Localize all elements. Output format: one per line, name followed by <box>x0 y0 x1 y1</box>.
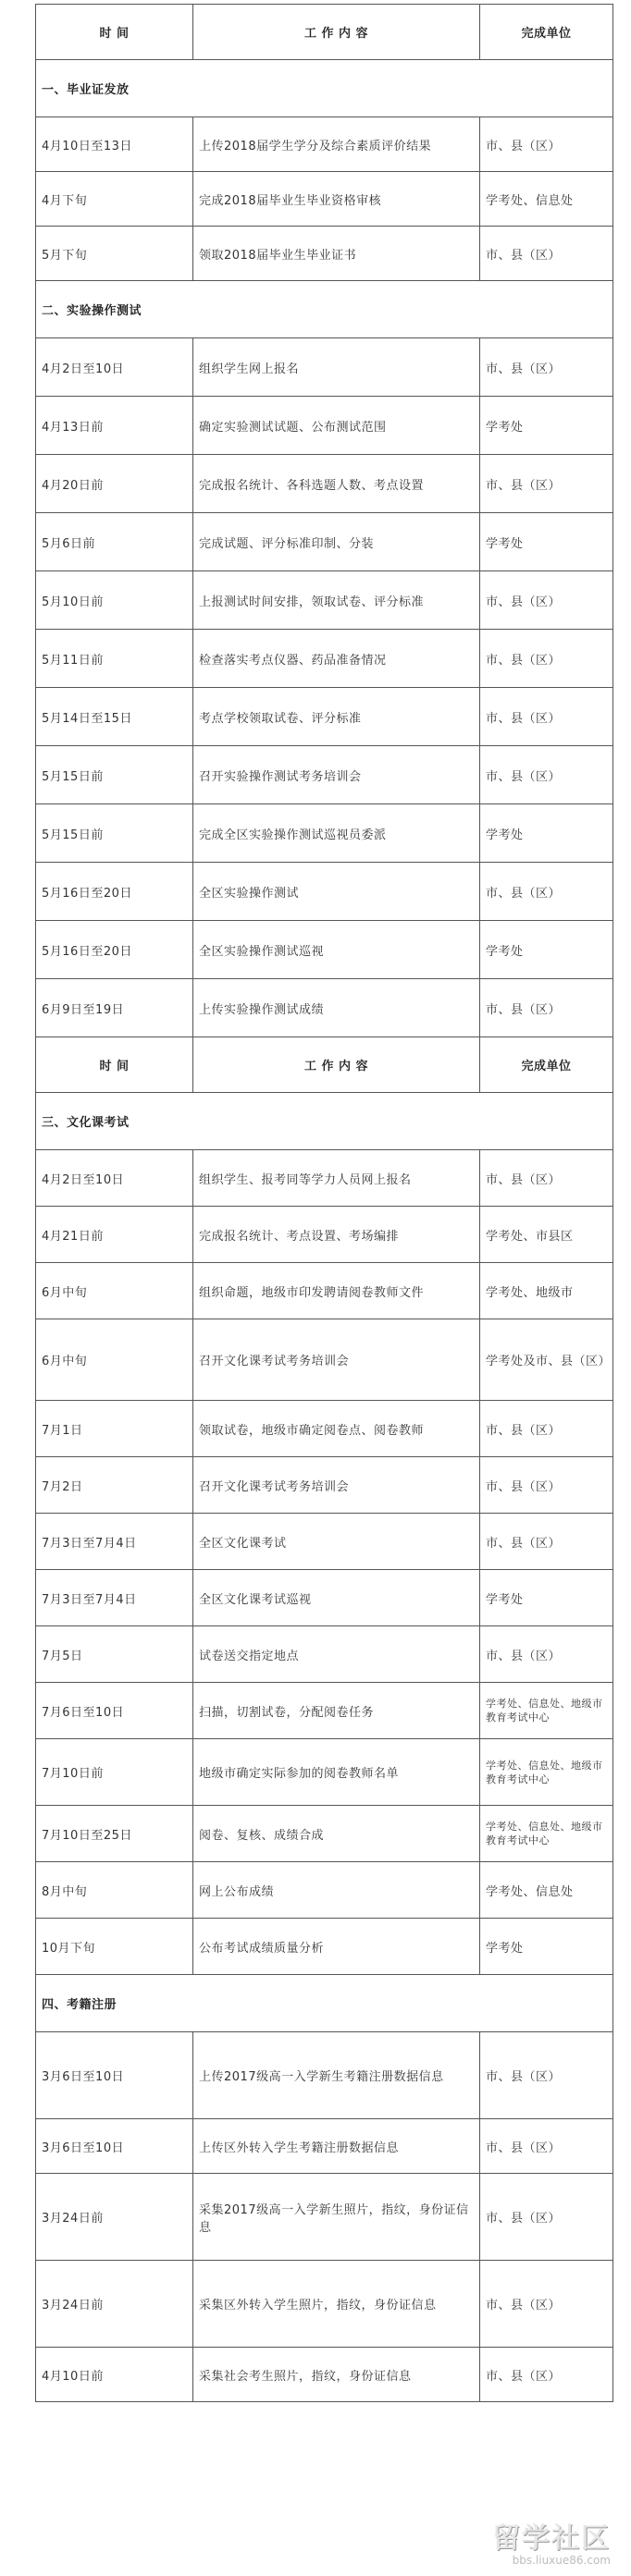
watermark-title: 留学社区 <box>492 2522 611 2555</box>
unit-cell: 学考处 <box>480 397 613 455</box>
unit-cell: 市、县（区） <box>480 1401 613 1457</box>
time-cell: 5月下旬 <box>36 227 193 281</box>
time-cell: 4月21日前 <box>36 1207 193 1263</box>
time-cell: 7月10日前 <box>36 1739 193 1806</box>
table-row <box>36 979 613 1037</box>
section-title: 三、文化课考试 <box>36 1093 613 1150</box>
content-cell: 组织命题，地级市印发聘请阅卷教师文件 <box>193 1263 480 1319</box>
time-cell: 5月16日至20日 <box>36 921 193 979</box>
content-cell: 阅卷、复核、成绩合成 <box>193 1806 480 1862</box>
content-cell: 上报测试时间安排，领取试卷、评分标准 <box>193 571 480 630</box>
content-cell: 上传实验操作测试成绩 <box>193 979 480 1037</box>
unit-cell: 市、县（区） <box>480 1150 613 1207</box>
unit-cell: 学考处、信息处、地级市教育考试中心 <box>480 1806 613 1862</box>
content-cell: 完成全区实验操作测试巡视员委派 <box>193 804 480 863</box>
time-cell: 4月20日前 <box>36 455 193 513</box>
time-cell: 5月16日至20日 <box>36 863 193 921</box>
table-row <box>36 2261 613 2348</box>
content-cell: 全区文化课考试巡视 <box>193 1570 480 1626</box>
table-row <box>36 1862 613 1919</box>
unit-cell: 学考处、信息处、地级市教育考试中心 <box>480 1739 613 1806</box>
content-cell: 上传区外转入学生考籍注册数据信息 <box>193 2119 480 2174</box>
unit-cell: 市、县（区） <box>480 2032 613 2119</box>
unit-cell: 市、县（区） <box>480 2348 613 2402</box>
header-row <box>36 5 613 60</box>
section-title: 四、考籍注册 <box>36 1975 613 2032</box>
content-cell: 采集社会考生照片，指纹，身份证信息 <box>193 2348 480 2402</box>
time-cell: 3月6日至10日 <box>36 2032 193 2119</box>
content-cell: 召开文化课考试考务培训会 <box>193 1319 480 1401</box>
time-cell: 7月2日 <box>36 1457 193 1514</box>
schedule-table <box>35 4 613 2402</box>
unit-cell: 市、县（区） <box>480 1514 613 1570</box>
content-cell: 完成报名统计、各科选题人数、考点设置 <box>193 455 480 513</box>
unit-cell: 学考处、信息处 <box>480 172 613 227</box>
content-cell: 网上公布成绩 <box>193 1862 480 1919</box>
table-row <box>36 455 613 513</box>
content-cell: 上传2017级高一入学新生考籍注册数据信息 <box>193 2032 480 2119</box>
table-row <box>36 117 613 172</box>
watermark-url: bbs.liuxue86.com <box>512 2554 611 2567</box>
section-title: 二、实验操作测试 <box>36 281 613 338</box>
content-cell: 召开文化课考试考务培训会 <box>193 1457 480 1514</box>
time-cell: 7月5日 <box>36 1626 193 1683</box>
time-cell: 3月24日前 <box>36 2261 193 2348</box>
time-cell: 4月2日至10日 <box>36 338 193 397</box>
time-cell: 5月10日前 <box>36 571 193 630</box>
unit-cell: 市、县（区） <box>480 1626 613 1683</box>
table-row <box>36 1401 613 1457</box>
content-cell: 完成报名统计、考点设置、考场编排 <box>193 1207 480 1263</box>
content-cell: 完成试题、评分标准印制、分装 <box>193 513 480 571</box>
time-cell: 5月11日前 <box>36 630 193 688</box>
section-row <box>36 1093 613 1150</box>
unit-cell: 学考处 <box>480 1919 613 1975</box>
table-row <box>36 1207 613 1263</box>
content-cell: 领取2018届毕业生毕业证书 <box>193 227 480 281</box>
table-row <box>36 1626 613 1683</box>
header-unit: 完成单位 <box>480 5 613 60</box>
time-cell: 7月1日 <box>36 1401 193 1457</box>
schedule-body <box>36 5 613 2402</box>
time-cell: 5月6日前 <box>36 513 193 571</box>
content-cell: 扫描，切割试卷，分配阅卷任务 <box>193 1683 480 1739</box>
unit-cell: 学考处、信息处、地级市教育考试中心 <box>480 1683 613 1739</box>
table-row <box>36 1514 613 1570</box>
content-cell: 检查落实考点仪器、药品准备情况 <box>193 630 480 688</box>
unit-cell: 市、县（区） <box>480 630 613 688</box>
content-cell: 全区实验操作测试 <box>193 863 480 921</box>
table-row <box>36 2032 613 2119</box>
unit-cell: 市、县（区） <box>480 746 613 804</box>
table-row <box>36 2174 613 2261</box>
content-cell: 采集2017级高一入学新生照片，指纹，身份证信息 <box>193 2174 480 2261</box>
unit-cell: 学考处 <box>480 513 613 571</box>
time-cell: 7月3日至7月4日 <box>36 1514 193 1570</box>
time-cell: 4月2日至10日 <box>36 1150 193 1207</box>
header-row <box>36 1037 613 1093</box>
unit-cell: 市、县（区） <box>480 863 613 921</box>
unit-cell: 市、县（区） <box>480 227 613 281</box>
table-row <box>36 863 613 921</box>
table-row <box>36 1319 613 1401</box>
time-cell: 6月9日至19日 <box>36 979 193 1037</box>
unit-cell: 学考处、市县区 <box>480 1207 613 1263</box>
time-cell: 4月下旬 <box>36 172 193 227</box>
unit-cell: 市、县（区） <box>480 571 613 630</box>
time-cell: 6月中旬 <box>36 1263 193 1319</box>
time-cell: 4月13日前 <box>36 397 193 455</box>
unit-cell: 学考处、信息处 <box>480 1862 613 1919</box>
content-cell: 全区实验操作测试巡视 <box>193 921 480 979</box>
table-row <box>36 1683 613 1739</box>
unit-cell: 学考处 <box>480 804 613 863</box>
time-cell: 8月中旬 <box>36 1862 193 1919</box>
unit-cell: 市、县（区） <box>480 1457 613 1514</box>
time-cell: 7月10日至25日 <box>36 1806 193 1862</box>
unit-cell: 市、县（区） <box>480 2119 613 2174</box>
header-unit: 完成单位 <box>480 1037 613 1093</box>
table-row <box>36 2119 613 2174</box>
section-title: 一、毕业证发放 <box>36 60 613 117</box>
time-cell: 10月下旬 <box>36 1919 193 1975</box>
table-row <box>36 1570 613 1626</box>
table-row <box>36 1739 613 1806</box>
unit-cell: 学考处及市、县（区） <box>480 1319 613 1401</box>
table-row <box>36 1919 613 1975</box>
time-cell: 7月3日至7月4日 <box>36 1570 193 1626</box>
time-cell: 3月6日至10日 <box>36 2119 193 2174</box>
time-cell: 4月10日至13日 <box>36 117 193 172</box>
unit-cell: 市、县（区） <box>480 338 613 397</box>
table-row <box>36 688 613 746</box>
table-row <box>36 804 613 863</box>
section-row <box>36 281 613 338</box>
content-cell: 地级市确定实际参加的阅卷教师名单 <box>193 1739 480 1806</box>
time-cell: 4月10日前 <box>36 2348 193 2402</box>
header-content: 工 作 内 容 <box>193 5 480 60</box>
time-cell: 5月14日至15日 <box>36 688 193 746</box>
table-row <box>36 1150 613 1207</box>
section-row <box>36 1975 613 2032</box>
content-cell: 完成2018届毕业生毕业资格审核 <box>193 172 480 227</box>
unit-cell: 市、县（区） <box>480 2261 613 2348</box>
table-row <box>36 1457 613 1514</box>
content-cell: 上传2018届学生学分及综合素质评价结果 <box>193 117 480 172</box>
table-row <box>36 2348 613 2402</box>
unit-cell: 市、县（区） <box>480 979 613 1037</box>
unit-cell: 市、县（区） <box>480 2174 613 2261</box>
unit-cell: 市、县（区） <box>480 688 613 746</box>
content-cell: 采集区外转入学生照片，指纹，身份证信息 <box>193 2261 480 2348</box>
table-row <box>36 1806 613 1862</box>
unit-cell: 市、县（区） <box>480 455 613 513</box>
unit-cell: 学考处、地级市 <box>480 1263 613 1319</box>
content-cell: 确定实验测试试题、公布测试范围 <box>193 397 480 455</box>
time-cell: 3月24日前 <box>36 2174 193 2261</box>
table-row <box>36 397 613 455</box>
table-row <box>36 630 613 688</box>
unit-cell: 学考处 <box>480 1570 613 1626</box>
content-cell: 组织学生、报考同等学力人员网上报名 <box>193 1150 480 1207</box>
table-row <box>36 338 613 397</box>
table-row <box>36 921 613 979</box>
content-cell: 领取试卷，地级市确定阅卷点、阅卷教师 <box>193 1401 480 1457</box>
unit-cell: 学考处 <box>480 921 613 979</box>
time-cell: 5月15日前 <box>36 804 193 863</box>
header-content: 工 作 内 容 <box>193 1037 480 1093</box>
time-cell: 7月6日至10日 <box>36 1683 193 1739</box>
header-time: 时 间 <box>36 1037 193 1093</box>
table-row <box>36 746 613 804</box>
header-time: 时 间 <box>36 5 193 60</box>
table-row <box>36 1263 613 1319</box>
table-row <box>36 172 613 227</box>
content-cell: 试卷送交指定地点 <box>193 1626 480 1683</box>
content-cell: 考点学校领取试卷、评分标准 <box>193 688 480 746</box>
time-cell: 6月中旬 <box>36 1319 193 1401</box>
content-cell: 全区文化课考试 <box>193 1514 480 1570</box>
table-row <box>36 227 613 281</box>
unit-cell: 市、县（区） <box>480 117 613 172</box>
section-row <box>36 60 613 117</box>
time-cell: 5月15日前 <box>36 746 193 804</box>
table-row <box>36 513 613 571</box>
content-cell: 组织学生网上报名 <box>193 338 480 397</box>
content-cell: 公布考试成绩质量分析 <box>193 1919 480 1975</box>
watermark <box>492 2515 611 2567</box>
content-cell: 召开实验操作测试考务培训会 <box>193 746 480 804</box>
table-row <box>36 571 613 630</box>
